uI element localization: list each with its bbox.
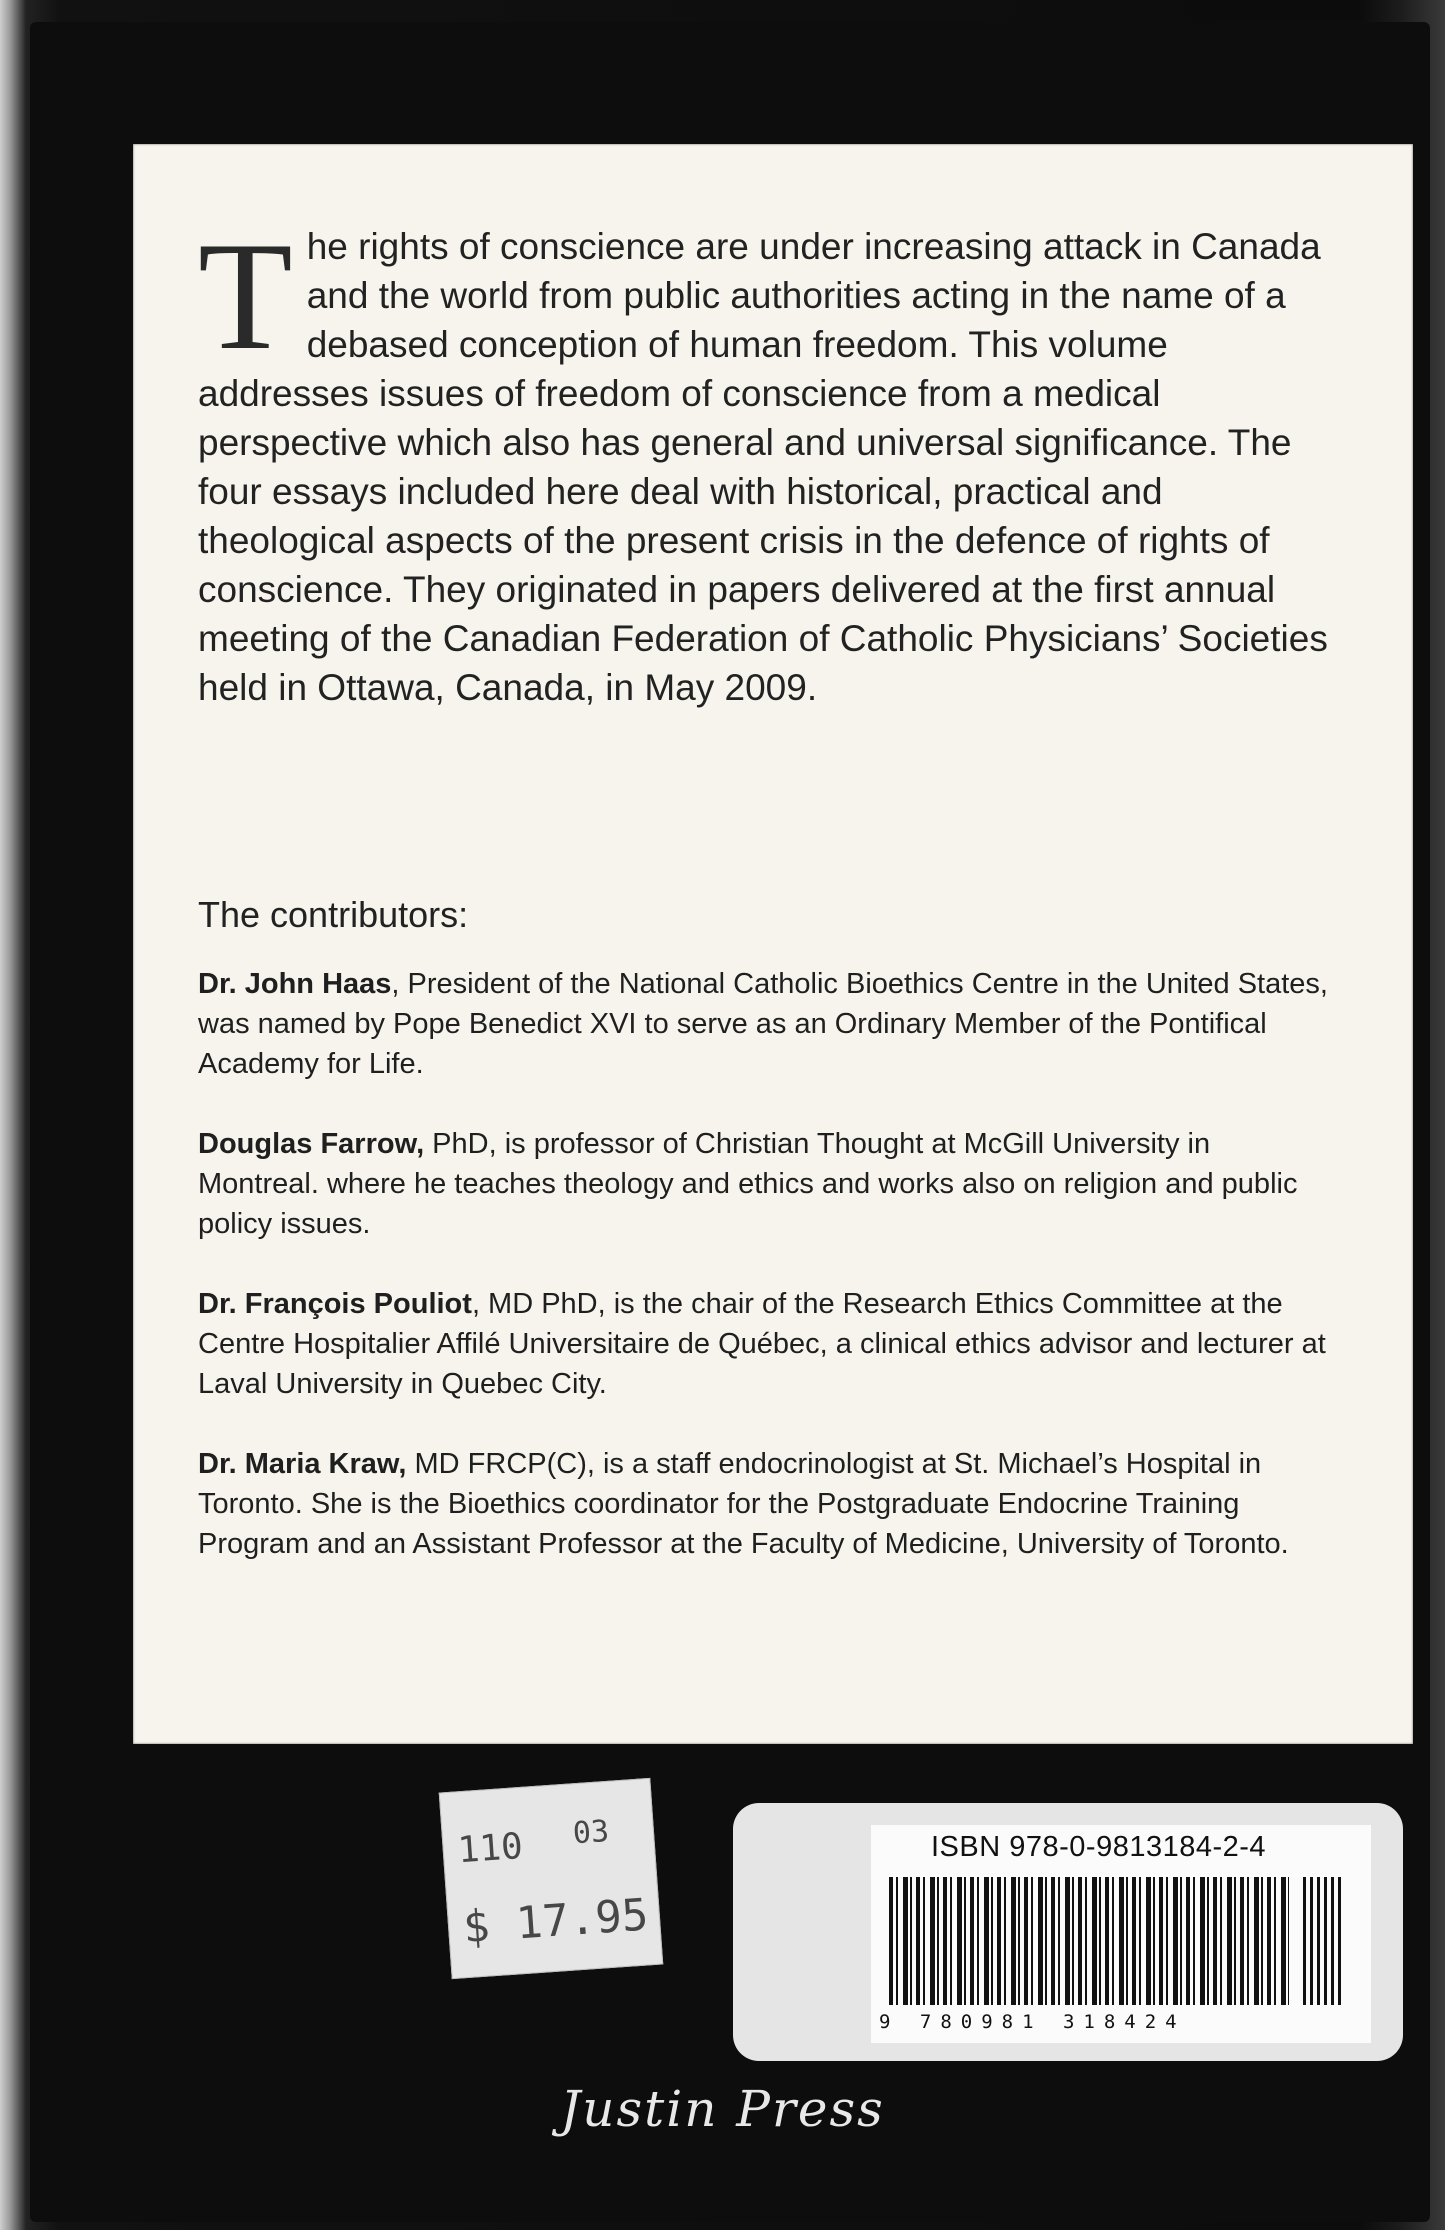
contributor-entry: [198, 964, 1338, 1084]
contributors-list: [198, 964, 1338, 1604]
isbn-text: ISBN 978-0-9813184-2-4: [931, 1831, 1267, 1863]
barcode-bars: [889, 1877, 1289, 2005]
drop-cap: T: [198, 210, 293, 382]
barcode-area: [871, 1825, 1371, 2043]
price-sub-code: 03: [571, 1813, 611, 1852]
contributor-bio: MD FRCP(C), is a staff endocrinologist at St. Michael’s Hospital in Toronto. She is the Bioethics coordinator for the Postgraduate Endocrine Training Program and an Assistant Professor at the Faculty of Medicine, University of Toronto.: [198, 1448, 1289, 1560]
contributor-entry: [198, 1284, 1338, 1404]
contributor-entry: [198, 1444, 1338, 1564]
blurb-paragraph: [198, 210, 1338, 712]
barcode-digits: 9 780981 318424: [879, 2011, 1186, 2033]
blurb-text: he rights of conscience are under increasing attack in Canada and the world from public authorities acting in the name of a debased conception of human freedom. This volume addresses issues of freedom of conscience from a medical perspective which also has general and universal significance. The four essays included here deal with historical, practical and theological aspects of the present crisis in the defence of rights of conscience. They originated in papers delivered at the first annual meeting of the Canadian Federation of Catholic Physicians’ Societies held in Ottawa, Canada, in May 2009.: [198, 226, 1328, 708]
contributor-bio: , President of the National Catholic Bioethics Centre in the United States, was named by Pope Benedict XVI to serve as an Ordinary Member of the Pontifical Academy for Life.: [198, 968, 1328, 1080]
barcode-label: [733, 1803, 1403, 2061]
contributor-bio: PhD, is professor of Christian Thought at McGill University in Montreal. where he teaches theology and ethics and works also on religion and public policy issues.: [198, 1128, 1298, 1240]
contributor-name: Dr. John Haas: [198, 968, 392, 1000]
price-value: $ 17.95: [461, 1889, 650, 1954]
text-panel: [133, 144, 1413, 1744]
barcode-addon-bars: [1303, 1877, 1343, 2005]
contributors-heading: The contributors:: [198, 894, 469, 935]
publisher-logo: Justin Press: [560, 2080, 885, 2138]
contributor-name: Dr. François Pouliot: [198, 1288, 472, 1320]
contributor-entry: [198, 1124, 1338, 1244]
contributor-name: Dr. Maria Kraw,: [198, 1448, 407, 1480]
contributor-name: Douglas Farrow,: [198, 1128, 425, 1160]
price-sticker: [439, 1778, 664, 1979]
contributor-bio: , MD PhD, is the chair of the Research Ethics Committee at the Centre Hospitalier Affilé Universitaire de Québec, a clinical ethics advisor and lecturer at Laval University in Quebec City.: [198, 1288, 1326, 1400]
price-code: 110: [456, 1825, 525, 1872]
